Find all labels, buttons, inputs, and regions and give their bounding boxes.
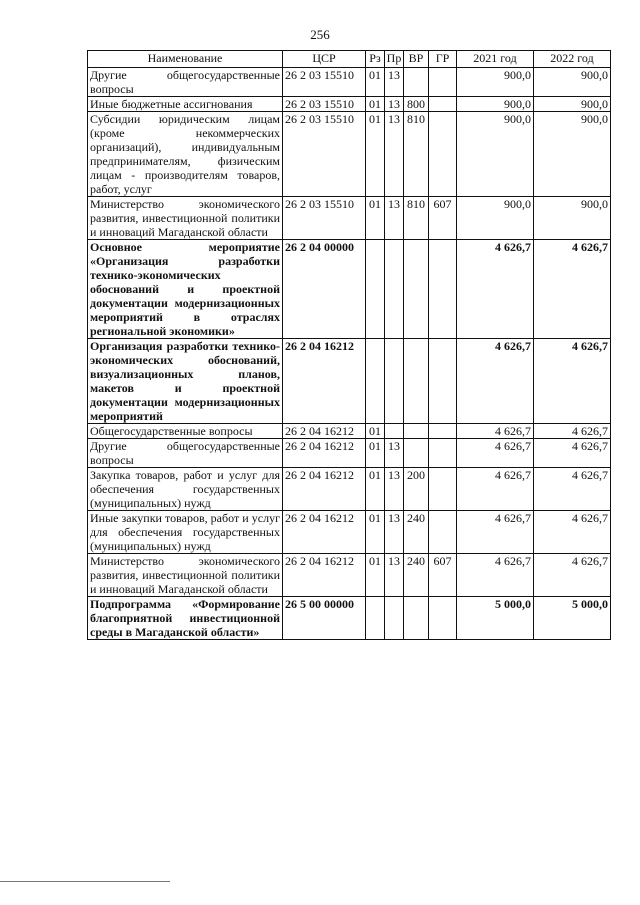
cell-y2022: 4 626,7 — [534, 554, 611, 597]
cell-pr — [385, 339, 404, 424]
cell-gr — [429, 597, 457, 640]
cell-csr: 26 2 04 16212 — [283, 468, 366, 511]
cell-gr — [429, 97, 457, 112]
cell-csr: 26 2 04 16212 — [283, 511, 366, 554]
cell-rz: 01 — [366, 439, 385, 468]
cell-rz: 01 — [366, 511, 385, 554]
table-row — [88, 424, 611, 439]
cell-gr — [429, 112, 457, 197]
cell-y2022: 900,0 — [534, 68, 611, 97]
cell-pr: 13 — [385, 439, 404, 468]
table-row — [88, 339, 611, 424]
cell-rz: 01 — [366, 468, 385, 511]
cell-csr: 26 2 03 15510 — [283, 112, 366, 197]
cell-csr: 26 2 04 00000 — [283, 240, 366, 339]
cell-csr: 26 2 03 15510 — [283, 68, 366, 97]
cell-pr: 13 — [385, 112, 404, 197]
cell-pr: 13 — [385, 511, 404, 554]
cell-y2021: 4 626,7 — [457, 240, 534, 339]
cell-y2021: 4 626,7 — [457, 424, 534, 439]
cell-pr: 13 — [385, 197, 404, 240]
cell-rz: 01 — [366, 112, 385, 197]
cell-y2022: 4 626,7 — [534, 511, 611, 554]
cell-pr — [385, 424, 404, 439]
cell-gr — [429, 424, 457, 439]
cell-pr — [385, 240, 404, 339]
cell-name: Общегосударственные вопросы — [88, 424, 283, 439]
cell-y2022: 900,0 — [534, 97, 611, 112]
cell-y2022: 4 626,7 — [534, 339, 611, 424]
cell-csr: 26 2 04 16212 — [283, 439, 366, 468]
cell-y2021: 5 000,0 — [457, 597, 534, 640]
cell-gr — [429, 511, 457, 554]
cell-name: Основное мероприятие «Организация разработки технико-экономических обоснований и проектной документации модернизационных мероприятий в отраслях региональной экономики» — [88, 240, 283, 339]
table-row — [88, 197, 611, 240]
cell-csr: 26 2 04 16212 — [283, 339, 366, 424]
cell-y2021: 900,0 — [457, 68, 534, 97]
table-row — [88, 554, 611, 597]
cell-y2021: 900,0 — [457, 112, 534, 197]
cell-y2022: 4 626,7 — [534, 240, 611, 339]
cell-name: Другие общегосударственные вопросы — [88, 68, 283, 97]
cell-vr — [404, 240, 429, 339]
cell-vr — [404, 439, 429, 468]
cell-vr: 240 — [404, 554, 429, 597]
cell-pr: 13 — [385, 97, 404, 112]
cell-vr: 200 — [404, 468, 429, 511]
cell-y2021: 4 626,7 — [457, 339, 534, 424]
cell-vr: 800 — [404, 97, 429, 112]
cell-vr — [404, 68, 429, 97]
cell-y2021: 4 626,7 — [457, 468, 534, 511]
table-row — [88, 597, 611, 640]
cell-y2022: 4 626,7 — [534, 439, 611, 468]
cell-vr — [404, 424, 429, 439]
table-row — [88, 97, 611, 112]
cell-rz — [366, 339, 385, 424]
cell-rz: 01 — [366, 68, 385, 97]
cell-rz: 01 — [366, 97, 385, 112]
header-pr: Пр — [385, 51, 404, 68]
cell-name: Подпрограмма «Формирование благоприятной инвестиционной среды в Магаданской области» — [88, 597, 283, 640]
cell-gr — [429, 439, 457, 468]
cell-csr: 26 2 03 15510 — [283, 197, 366, 240]
cell-name: Иные закупки товаров, работ и услуг для обеспечения государственных (муниципальных) нужд — [88, 511, 283, 554]
cell-vr: 240 — [404, 511, 429, 554]
header-vr: ВР — [404, 51, 429, 68]
cell-name: Другие общегосударственные вопросы — [88, 439, 283, 468]
cell-pr — [385, 597, 404, 640]
cell-vr — [404, 597, 429, 640]
cell-y2022: 4 626,7 — [534, 468, 611, 511]
cell-rz: 01 — [366, 554, 385, 597]
cell-csr: 26 5 00 00000 — [283, 597, 366, 640]
cell-y2022: 5 000,0 — [534, 597, 611, 640]
cell-csr: 26 2 04 16212 — [283, 554, 366, 597]
cell-gr: 607 — [429, 197, 457, 240]
cell-name: Организация разработки технико-экономических обоснований, визуализационных планов, макетов и проектной документации модернизационных мероприятий — [88, 339, 283, 424]
header-name: Наименование — [88, 51, 283, 68]
cell-y2022: 900,0 — [534, 197, 611, 240]
cell-y2022: 900,0 — [534, 112, 611, 197]
cell-gr — [429, 339, 457, 424]
cell-name: Министерство экономического развития, инвестиционной политики и инноваций Магаданской области — [88, 197, 283, 240]
cell-gr — [429, 468, 457, 511]
header-2021: 2021 год — [457, 51, 534, 68]
cell-name: Министерство экономического развития, инвестиционной политики и инноваций Магаданской области — [88, 554, 283, 597]
table-header-row — [88, 51, 611, 68]
cell-rz — [366, 240, 385, 339]
table-row — [88, 439, 611, 468]
header-gr: ГР — [429, 51, 457, 68]
cell-rz — [366, 597, 385, 640]
cell-y2021: 4 626,7 — [457, 511, 534, 554]
cell-name: Субсидии юридическим лицам (кроме некоммерческих организаций), индивидуальным предпринимателям, физическим лицам - производителям товаров, работ, услуг — [88, 112, 283, 197]
cell-vr: 810 — [404, 197, 429, 240]
cell-y2021: 900,0 — [457, 197, 534, 240]
cell-name: Иные бюджетные ассигнования — [88, 97, 283, 112]
cell-gr — [429, 240, 457, 339]
cell-y2021: 4 626,7 — [457, 439, 534, 468]
cell-gr: 607 — [429, 554, 457, 597]
header-rz: Рз — [366, 51, 385, 68]
cell-y2021: 900,0 — [457, 97, 534, 112]
cell-rz: 01 — [366, 197, 385, 240]
header-2022: 2022 год — [534, 51, 611, 68]
cell-pr: 13 — [385, 468, 404, 511]
cell-rz: 01 — [366, 424, 385, 439]
cell-vr: 810 — [404, 112, 429, 197]
cell-y2022: 4 626,7 — [534, 424, 611, 439]
page-number: 256 — [310, 27, 330, 42]
header-csr: ЦСР — [283, 51, 366, 68]
table-row — [88, 511, 611, 554]
cell-csr: 26 2 04 16212 — [283, 424, 366, 439]
table-row — [88, 468, 611, 511]
cell-csr: 26 2 03 15510 — [283, 97, 366, 112]
budget-table — [87, 50, 611, 640]
cell-gr — [429, 68, 457, 97]
cell-pr: 13 — [385, 68, 404, 97]
cell-vr — [404, 339, 429, 424]
table-row — [88, 240, 611, 339]
cell-name: Закупка товаров, работ и услуг для обеспечения государственных (муниципальных) нужд — [88, 468, 283, 511]
table-row — [88, 68, 611, 97]
cell-pr: 13 — [385, 554, 404, 597]
cell-y2021: 4 626,7 — [457, 554, 534, 597]
bottom-rule — [0, 881, 170, 882]
table-row — [88, 112, 611, 197]
